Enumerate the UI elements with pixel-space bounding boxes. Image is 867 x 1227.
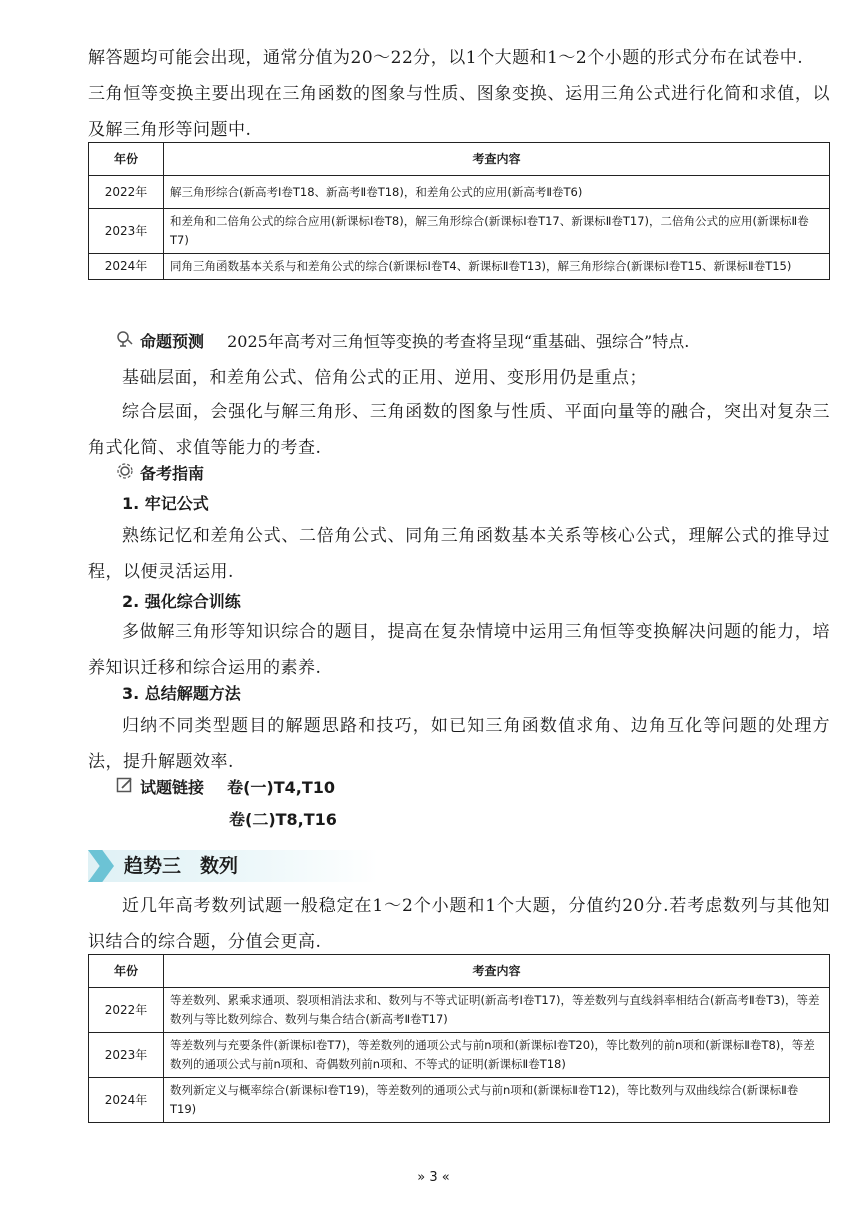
links-line-1: 卷(一)T4,T10 bbox=[227, 778, 336, 797]
gear-icon bbox=[116, 461, 134, 489]
forecast-label: 命题预测 bbox=[140, 332, 205, 351]
chevron-right-icon bbox=[88, 850, 114, 882]
row-year: 2024年 bbox=[89, 254, 164, 280]
links-line-2: 卷(二)T8,T16 bbox=[229, 810, 337, 829]
trend-three-banner bbox=[88, 850, 378, 882]
trend-three-title: 趋势三 数列 bbox=[124, 855, 239, 877]
table-header-row bbox=[89, 955, 830, 988]
intro-paragraph-2: 三角恒等变换主要出现在三角函数的图象与性质、图象变换、运用三角公式进行化简和求值，以及解三角形等问题中. bbox=[88, 84, 830, 140]
table-row bbox=[89, 988, 830, 1033]
guide-text-1: 熟练记忆和差角公式、二倍角公式、同角三角函数基本关系等核心公式，理解公式的推导过程，以便灵活运用. bbox=[88, 526, 830, 582]
row-year: 2023年 bbox=[89, 1033, 164, 1078]
trig-exam-table bbox=[88, 142, 830, 280]
row-year: 2024年 bbox=[89, 1078, 164, 1123]
sequence-exam-table bbox=[88, 954, 830, 1123]
guide-text-2: 多做解三角形等知识综合的题目，提高在复杂情境中运用三角恒等变换解决问题的能力，培养知识迁移和综合运用的素养. bbox=[88, 622, 830, 678]
forecast-line bbox=[116, 328, 830, 357]
forecast-comprehensive: 综合层面，会强化与解三角形、三角函数的图象与性质、平面向量等的融合，突出对复杂三角式化简、求值等能力的考查. bbox=[88, 402, 830, 458]
guide-text-3: 归纳不同类型题目的解题思路和技巧，如已知三角函数值求角、边角互化等问题的处理方法，提升解题效率. bbox=[88, 716, 830, 772]
row-content: 同角三角函数基本关系与和差角公式的综合(新课标Ⅰ卷T4、新课标Ⅱ卷T13)，解三角形综合(新课标Ⅰ卷T15、新课标Ⅱ卷T15) bbox=[164, 254, 830, 280]
table-row bbox=[89, 176, 830, 209]
guide-heading-2: 2. 强化综合训练 bbox=[122, 592, 241, 611]
col-header-year: 年份 bbox=[89, 143, 164, 176]
guide-label: 备考指南 bbox=[140, 464, 205, 483]
forecast-text: 2025年高考对三角恒等变换的考查将呈现“重基础、强综合”特点. bbox=[227, 332, 690, 351]
links-line-2-wrap bbox=[229, 806, 337, 834]
guide-line bbox=[116, 460, 204, 489]
row-year: 2022年 bbox=[89, 176, 164, 209]
guide-heading-1: 1. 牢记公式 bbox=[122, 494, 209, 513]
links-label: 试题链接 bbox=[140, 778, 205, 797]
row-content: 数列新定义与概率综合(新课标Ⅰ卷T19)，等差数列的通项公式与前n项和(新课标Ⅱ卷T12)，等比数列与双曲线综合(新课标Ⅱ卷T19) bbox=[164, 1078, 830, 1123]
col-header-content: 考查内容 bbox=[164, 143, 830, 176]
col-header-year: 年份 bbox=[89, 955, 164, 988]
row-content: 等差数列与充要条件(新课标Ⅰ卷T7)，等差数列的通项公式与前n项和(新课标Ⅰ卷T20)，等比数列的前n项和(新课标Ⅱ卷T8)，等差数列的通项公式与前n项和、奇偶数列前n项和、不等式的证明(新课标Ⅱ卷T18) bbox=[164, 1033, 830, 1078]
edit-icon bbox=[116, 775, 134, 803]
table-row bbox=[89, 1033, 830, 1078]
trend-three-intro: 近几年高考数列试题一般稳定在1～2个小题和1个大题，分值约20分.若考虑数列与其他知识结合的综合题，分值会更高. bbox=[88, 896, 830, 952]
forecast-icon bbox=[116, 329, 134, 357]
row-content: 解三角形综合(新高考Ⅰ卷T18、新高考Ⅱ卷T18)，和差角公式的应用(新高考Ⅱ卷T6) bbox=[164, 176, 830, 209]
row-year: 2023年 bbox=[89, 209, 164, 254]
guide-heading-3: 3. 总结解题方法 bbox=[122, 684, 241, 703]
col-header-content: 考查内容 bbox=[164, 955, 830, 988]
table-row bbox=[89, 209, 830, 254]
intro-paragraph-1: 解答题均可能会出现，通常分值为20～22分，以1个大题和1～2个小题的形式分布在试卷中. bbox=[88, 48, 804, 68]
table-header-row bbox=[89, 143, 830, 176]
row-content: 等差数列、累乘求通项、裂项相消法求和、数列与不等式证明(新高考Ⅰ卷T17)，等差数列与直线斜率相结合(新高考Ⅱ卷T3)，等差数列与等比数列综合、数列与集合结合(新高考Ⅱ卷T17) bbox=[164, 988, 830, 1033]
forecast-basic: 基础层面，和差角公式、倍角公式的正用、逆用、变形用仍是重点； bbox=[122, 368, 647, 388]
row-year: 2022年 bbox=[89, 988, 164, 1033]
page-number: » 3 « bbox=[417, 1170, 450, 1185]
table-row bbox=[89, 1078, 830, 1123]
table-row bbox=[89, 254, 830, 280]
row-content: 和差角和二倍角公式的综合应用(新课标Ⅰ卷T8)，解三角形综合(新课标Ⅰ卷T17、新课标Ⅱ卷T17)，二倍角公式的应用(新课标Ⅱ卷T7) bbox=[164, 209, 830, 254]
links-line bbox=[116, 774, 335, 803]
